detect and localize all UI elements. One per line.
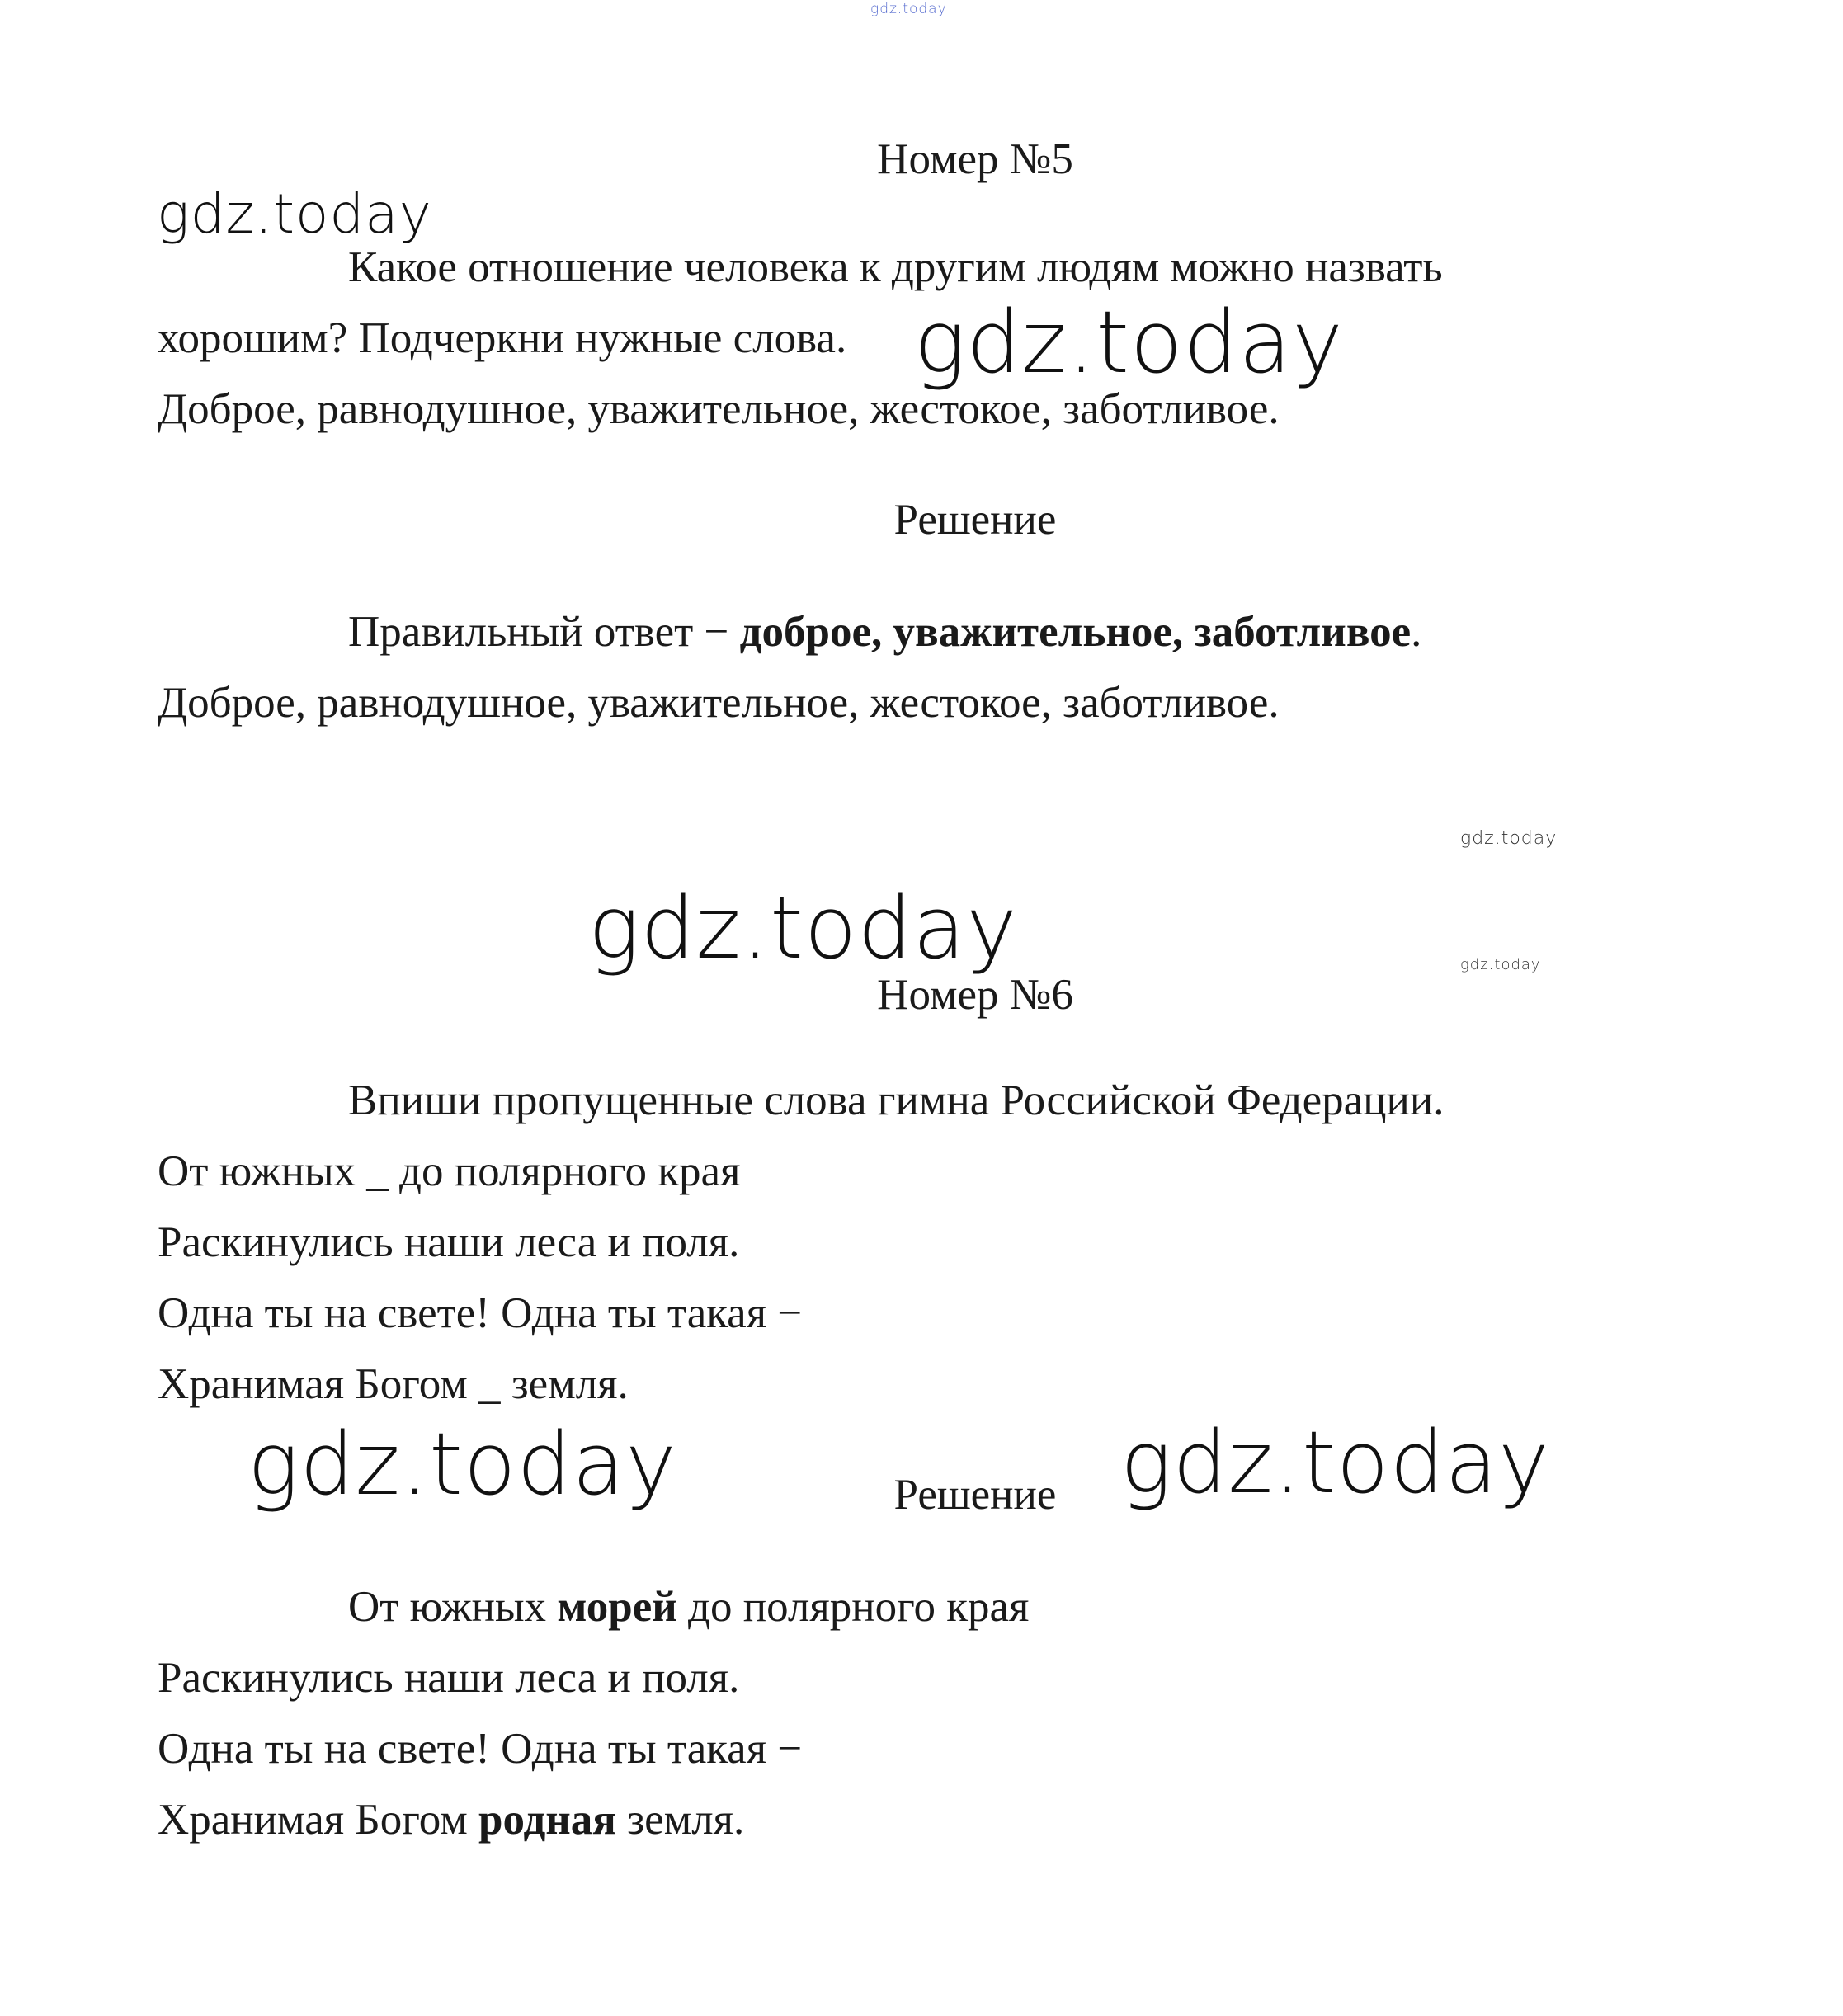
task5-question-line1: Какое отношение человека к другим людям можно назвать — [348, 243, 1443, 291]
answer-line1-bold: морей — [557, 1583, 677, 1631]
answer-line1-suffix: до полярного края — [676, 1583, 1030, 1631]
task5-solution-heading: Решение — [893, 496, 1057, 544]
task5-heading: Номер №5 — [877, 135, 1073, 183]
answer-line4-bold: родная — [478, 1796, 616, 1844]
watermark-large: gdz.today — [157, 182, 432, 246]
watermark-xl: gdz.today — [1120, 1412, 1550, 1513]
task6-line-1: От южных _ до полярного края — [158, 1147, 741, 1195]
watermark-small: gdz.today — [1460, 956, 1541, 973]
task5-question-line2: хорошим? Подчеркни нужные слова. — [158, 314, 847, 362]
answer-suffix: . — [1411, 608, 1422, 656]
task6-answer-line-1 — [348, 1582, 1029, 1632]
task5-answer-options: Доброе, равнодушное, уважительное, жестокое, заботливое. — [158, 679, 1280, 727]
task6-solution-heading: Решение — [893, 1471, 1057, 1519]
task5-options: Доброе, равнодушное, уважительное, жестокое, заботливое. — [158, 385, 1280, 433]
task6-answer-line-4 — [158, 1795, 744, 1844]
task6-question: Впиши пропущенные слова гимна Российской Федерации. — [348, 1076, 1445, 1124]
answer-prefix: Правильный ответ − — [348, 608, 740, 656]
answer-bold: доброе, уважительное, заботливое — [739, 608, 1412, 656]
answer-line4-suffix: земля. — [615, 1796, 745, 1844]
task6-line-3: Одна ты на свете! Одна ты такая − — [158, 1289, 803, 1337]
task6-heading: Номер №6 — [877, 971, 1073, 1019]
task6-line-4: Хранимая Богом _ земля. — [158, 1360, 629, 1408]
task6-line-2: Раскинулись наши леса и поля. — [158, 1218, 740, 1266]
answer-line1-prefix: От южных — [348, 1583, 558, 1631]
watermark-top: gdz.today — [870, 1, 947, 17]
task6-answer-line-3: Одна ты на свете! Одна ты такая − — [158, 1725, 803, 1773]
watermark-xl: gdz.today — [588, 878, 1018, 978]
watermark-xl: gdz.today — [247, 1414, 677, 1514]
task6-answer-line-2: Раскинулись наши леса и поля. — [158, 1654, 740, 1702]
task5-answer — [348, 607, 1421, 657]
watermark-small: gdz.today — [1460, 828, 1558, 849]
answer-line4-prefix: Хранимая Богом — [158, 1796, 478, 1844]
watermark-xl: gdz.today — [914, 292, 1344, 393]
